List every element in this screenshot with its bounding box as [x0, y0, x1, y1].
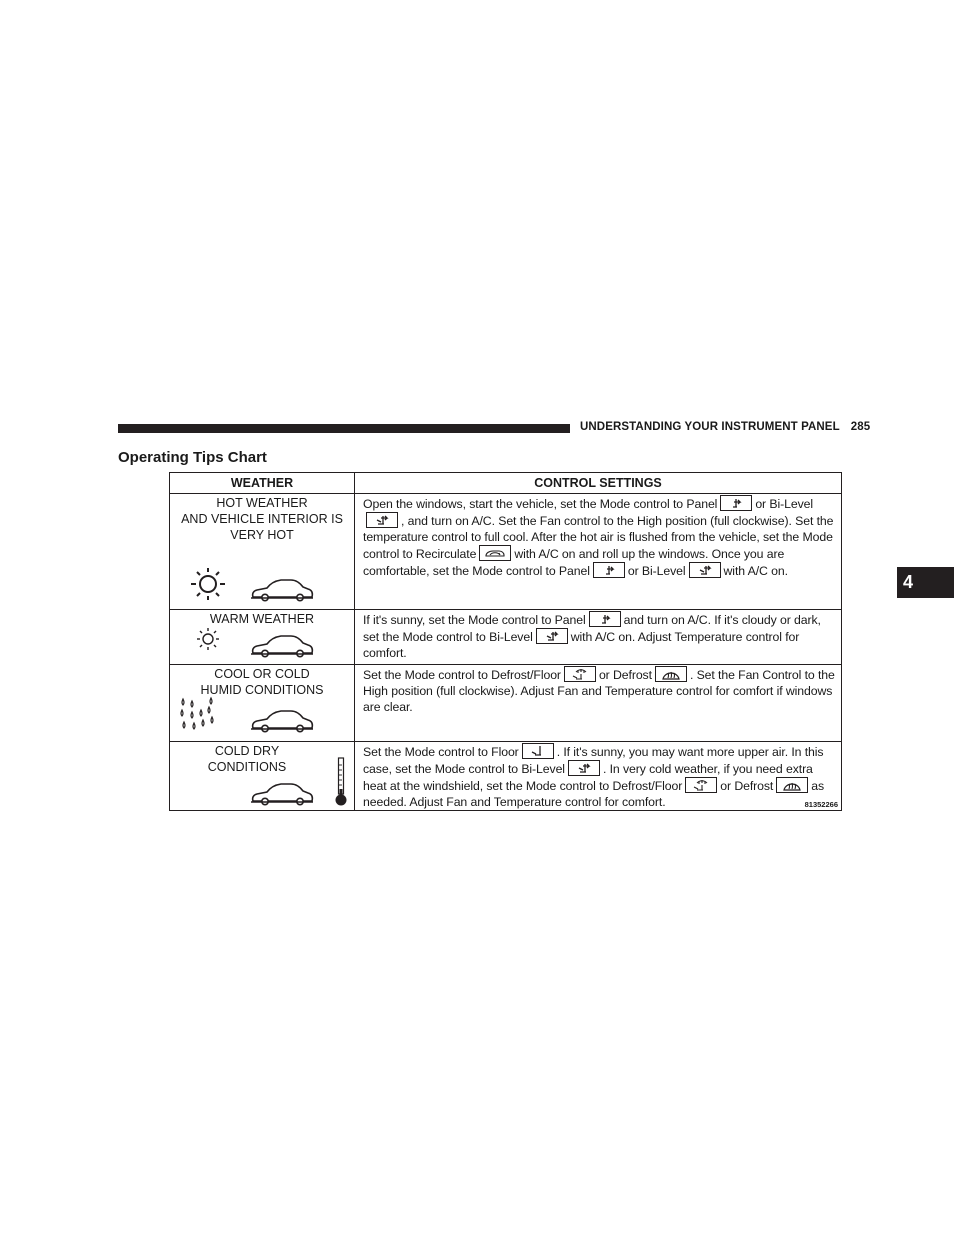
table-row: [170, 665, 842, 742]
car-icon: [250, 709, 314, 733]
settings-fragment: or Defrost: [720, 779, 774, 793]
panel-mode-icon: [720, 495, 752, 511]
settings-cell: [355, 610, 842, 665]
defrost-icon: [655, 666, 687, 682]
panel-mode-icon: [593, 562, 625, 578]
table-row: [170, 494, 842, 610]
settings-text: [355, 742, 841, 810]
settings-fragment: or Bi-Level: [755, 497, 813, 511]
defrost-floor-icon: [685, 777, 717, 793]
settings-fragment: with A/C on. Adjust Temperature control for comfort.: [363, 630, 800, 660]
weather-cell: [170, 494, 355, 610]
settings-fragment: If it's sunny, set the Mode control to Panel: [363, 613, 586, 627]
settings-fragment: as needed. Adjust Fan and Temperature control for comfort.: [363, 779, 825, 809]
settings-fragment: with A/C on and roll up the windows. Once you are comfortable, set the Mode control to Panel: [363, 547, 785, 578]
car-icon: [250, 578, 314, 602]
bilevel-mode-icon: [536, 628, 568, 644]
weather-cell: [170, 610, 355, 665]
settings-column-header: CONTROL SETTINGS: [355, 473, 842, 494]
panel-mode-icon: [589, 611, 621, 627]
bilevel-mode-icon: [689, 562, 721, 578]
running-head: [580, 421, 870, 433]
settings-fragment: . If it's sunny, you may want more upper air. In this case, set the Mode control to Bi-Level: [363, 745, 824, 776]
sun-icon: [188, 566, 228, 602]
bilevel-mode-icon: [568, 760, 600, 776]
settings-fragment: . Set the Fan Control to the High position (full clockwise). Adjust Fan and Temperature control for comfort if windows are clear.: [363, 668, 835, 714]
raindrops-icon: [178, 696, 218, 736]
defrost-icon: [776, 777, 808, 793]
settings-cell: [355, 742, 842, 811]
figure-code: 81352266: [804, 800, 838, 809]
table-row: [170, 742, 842, 811]
defrost-floor-icon: [564, 666, 596, 682]
settings-text: [355, 665, 841, 715]
settings-fragment: and turn on A/C. If it's cloudy or dark, set the Mode control to Bi-Level: [363, 613, 821, 644]
floor-mode-icon: [522, 743, 554, 759]
running-head-text: UNDERSTANDING YOUR INSTRUMENT PANEL: [580, 421, 840, 433]
settings-text: [355, 494, 841, 579]
settings-fragment: Open the windows, start the vehicle, set the Mode control to Panel: [363, 497, 718, 511]
table-header-row: [170, 473, 842, 494]
weather-column-header: WEATHER: [170, 473, 355, 494]
settings-text: [355, 610, 841, 661]
car-icon: [250, 634, 314, 658]
settings-fragment: , and turn on A/C. Set the Fan control to the High position (full clockwise). Set the temperature control to full cool. After the hot air is flushed from the vehicle, set the Mode control to Recirculate: [363, 514, 834, 561]
settings-fragment: Set the Mode control to Floor: [363, 745, 519, 759]
settings-fragment: with A/C on.: [723, 564, 788, 578]
recirculate-icon: [479, 545, 511, 561]
settings-fragment: Set the Mode control to Defrost/Floor: [363, 668, 561, 682]
page-number: 285: [850, 421, 871, 433]
weather-cell: [170, 742, 355, 811]
settings-fragment: . In very cold weather, if you need extra heat at the windshield, set the Mode control to Defrost/Floor: [363, 762, 813, 793]
header-rule: [118, 424, 570, 433]
weather-label: WARM WEATHER: [209, 612, 315, 626]
section-title: Operating Tips Chart: [118, 449, 267, 466]
settings-fragment: or Bi-Level: [627, 564, 686, 578]
weather-label: HOT WEATHER AND VEHICLE INTERIOR IS VERY HOT: [181, 496, 343, 542]
settings-cell: [355, 494, 842, 610]
chapter-tab: 4: [897, 567, 954, 598]
operating-tips-table: [169, 472, 842, 811]
small-sun-icon: [196, 627, 220, 651]
settings-fragment: or Defrost: [598, 668, 652, 682]
weather-label: COOL OR COLD HUMID CONDITIONS: [200, 667, 324, 697]
weather-label: COLD DRY CONDITIONS: [207, 744, 287, 774]
car-icon: [250, 782, 314, 806]
table-row: [170, 610, 842, 665]
bilevel-mode-icon: [366, 512, 398, 528]
thermometer-icon: [334, 757, 348, 807]
weather-cell: [170, 665, 355, 742]
settings-cell: [355, 665, 842, 742]
